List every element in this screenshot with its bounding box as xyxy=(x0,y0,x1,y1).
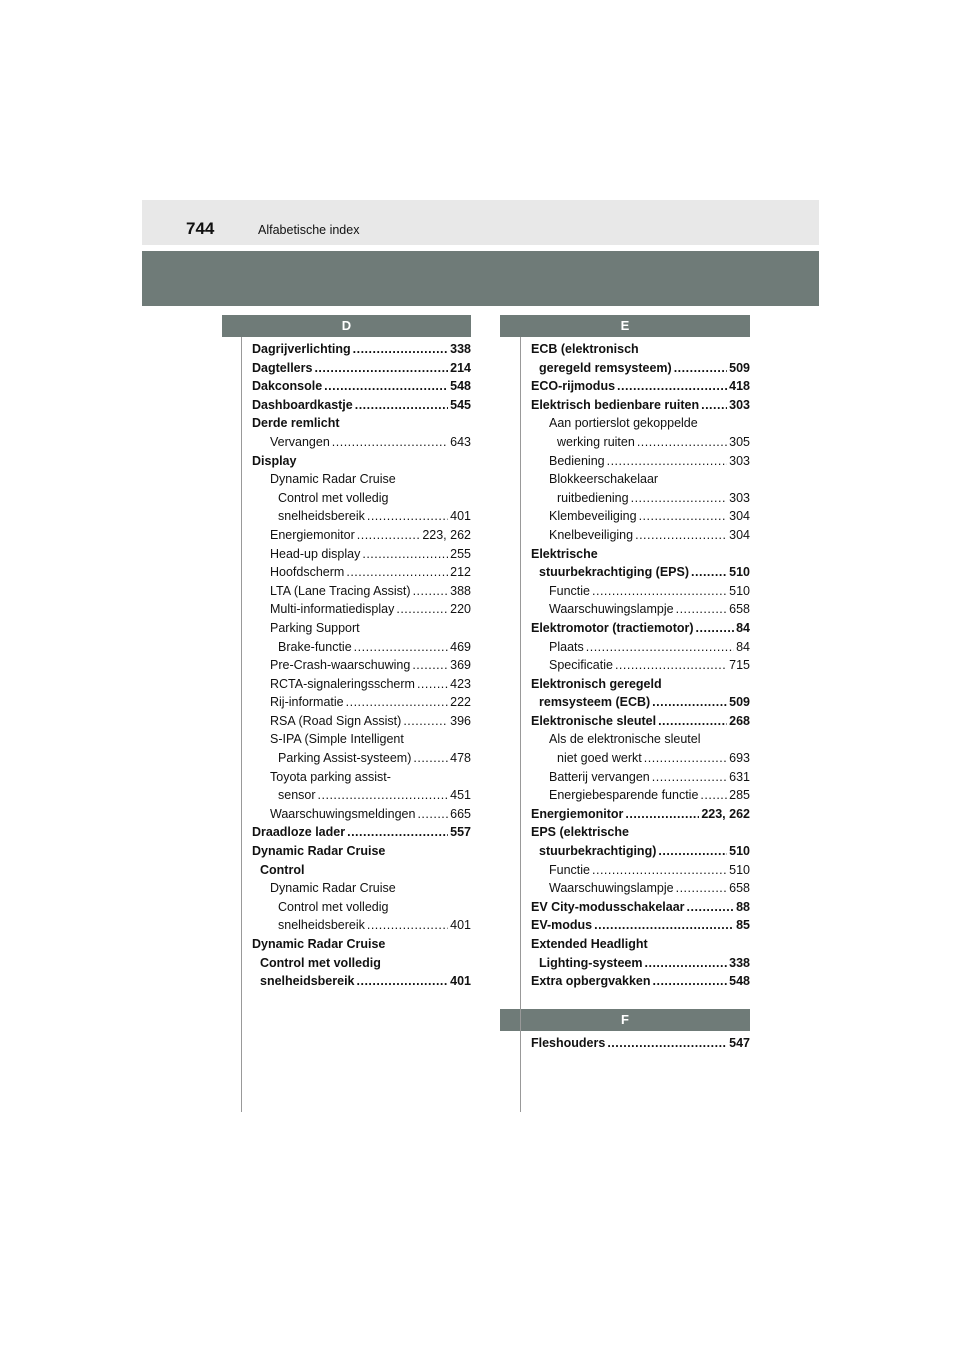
index-entry xyxy=(531,507,750,526)
entry-term: Elektronisch geregeld xyxy=(531,676,662,691)
entry-page-ref[interactable]: 338 xyxy=(729,955,750,970)
index-column-f xyxy=(531,1034,750,1053)
entry-page-ref[interactable]: 693 xyxy=(729,751,750,766)
entry-term: ruitbediening xyxy=(557,490,629,505)
index-entry xyxy=(531,823,750,842)
entry-page-ref[interactable]: 418 xyxy=(729,379,750,394)
entry-page-ref[interactable]: 304 xyxy=(729,509,750,524)
index-entry xyxy=(252,954,471,973)
entry-page-ref[interactable]: 85 xyxy=(736,918,750,933)
entry-page-ref[interactable]: 401 xyxy=(450,918,471,933)
entry-term: remsysteem (ECB) xyxy=(539,695,651,710)
entry-page-ref[interactable]: 268 xyxy=(729,713,750,728)
dot-leader xyxy=(644,749,727,768)
column-rule-right xyxy=(520,337,521,1112)
index-entry xyxy=(531,600,750,619)
page-number: 744 xyxy=(186,219,215,238)
entry-term: Elektronische sleutel xyxy=(531,713,657,728)
dot-leader xyxy=(645,954,728,973)
entry-term: Hoofdscherm xyxy=(270,565,345,580)
dot-leader xyxy=(347,823,448,842)
entry-term: Aan portierslot gekoppelde xyxy=(549,416,698,431)
entry-page-ref[interactable]: 285 xyxy=(729,788,750,803)
dot-leader xyxy=(594,916,734,935)
index-entry xyxy=(531,489,750,508)
entry-term: S-IPA (Simple Intelligent xyxy=(270,732,404,747)
letter-header-e: E xyxy=(500,315,750,337)
column-rule-left xyxy=(241,337,242,1112)
entry-term: Control met volledig xyxy=(260,955,381,970)
letter-header-d: D xyxy=(222,315,471,337)
dot-leader xyxy=(696,619,735,638)
entry-term: snelheidsbereik xyxy=(278,918,365,933)
dot-leader xyxy=(417,805,448,824)
dot-leader xyxy=(403,712,448,731)
entry-page-ref[interactable]: 451 xyxy=(450,788,471,803)
index-entry xyxy=(252,935,471,954)
index-entry xyxy=(252,526,471,545)
dot-leader xyxy=(637,433,727,452)
index-entry xyxy=(531,545,750,564)
dot-leader xyxy=(592,582,727,601)
index-entry xyxy=(252,470,471,489)
index-entry xyxy=(531,619,750,638)
dot-leader xyxy=(701,396,727,415)
index-entry xyxy=(252,600,471,619)
entry-term: Elektromotor (tractiemotor) xyxy=(531,620,694,635)
index-entry xyxy=(531,861,750,880)
entry-page-ref[interactable]: 509 xyxy=(729,360,750,375)
dot-leader xyxy=(615,656,727,675)
index-entry xyxy=(252,712,471,731)
entry-term: Als de elektronische sleutel xyxy=(549,732,701,747)
index-entry xyxy=(531,414,750,433)
entry-term: Dagtellers xyxy=(252,360,313,375)
index-entry xyxy=(531,879,750,898)
entry-term: Blokkeerschakelaar xyxy=(549,472,659,487)
entry-page-ref[interactable]: 214 xyxy=(450,360,471,375)
entry-term: Knelbeveiliging xyxy=(549,527,634,542)
entry-page-ref[interactable]: 510 xyxy=(729,862,750,877)
index-entry xyxy=(252,879,471,898)
entry-term: Lighting-systeem xyxy=(539,955,643,970)
index-entry xyxy=(531,693,750,712)
entry-page-ref[interactable]: 304 xyxy=(729,527,750,542)
entry-term: niet goed werkt xyxy=(557,751,642,766)
entry-term: Control met volledig xyxy=(278,899,389,914)
index-entry xyxy=(531,972,750,991)
index-entry xyxy=(531,675,750,694)
entry-page-ref[interactable]: 423 xyxy=(450,676,471,691)
title-band xyxy=(142,251,819,306)
index-entry xyxy=(531,749,750,768)
entry-term: Bediening xyxy=(549,453,605,468)
index-entry xyxy=(252,730,471,749)
index-entry xyxy=(252,507,471,526)
entry-page-ref[interactable]: 509 xyxy=(729,695,750,710)
letter-f-label: F xyxy=(621,1012,629,1027)
entry-term: Functie xyxy=(549,583,590,598)
index-entry xyxy=(252,898,471,917)
entry-term: Dakconsole xyxy=(252,379,323,394)
dot-leader xyxy=(324,377,448,396)
entry-page-ref[interactable]: 545 xyxy=(450,397,471,412)
index-entry xyxy=(531,396,750,415)
entry-page-ref[interactable]: 547 xyxy=(729,1036,750,1050)
entry-page-ref[interactable]: 510 xyxy=(729,844,750,859)
entry-page-ref[interactable]: 658 xyxy=(729,881,750,896)
entry-page-ref[interactable]: 84 xyxy=(736,639,750,654)
entry-page-ref[interactable]: 222 xyxy=(450,695,471,710)
dot-leader xyxy=(625,805,699,824)
index-entry xyxy=(252,396,471,415)
index-entry xyxy=(531,712,750,731)
dot-leader xyxy=(676,879,728,898)
entry-page-ref[interactable]: 631 xyxy=(729,769,750,784)
dot-leader xyxy=(635,526,727,545)
entry-term: Energiemonitor xyxy=(531,806,624,821)
entry-term: Functie xyxy=(549,862,590,877)
entry-page-ref[interactable]: 303 xyxy=(729,453,750,468)
index-entry xyxy=(252,414,471,433)
dot-leader xyxy=(617,377,727,396)
dot-leader xyxy=(658,842,727,861)
entry-term: RCTA-signaleringsscherm xyxy=(270,676,415,691)
entry-page-ref[interactable]: 369 xyxy=(450,658,471,673)
dot-leader xyxy=(592,861,727,880)
entry-term: Fleshouders xyxy=(531,1036,606,1050)
index-entry xyxy=(531,805,750,824)
entry-term: Klembeveiliging xyxy=(549,509,637,524)
index-entry xyxy=(531,898,750,917)
entry-term: Parking Assist-systeem) xyxy=(278,751,412,766)
index-entry xyxy=(252,452,471,471)
index-entry xyxy=(531,954,750,973)
entry-page-ref[interactable]: 658 xyxy=(729,602,750,617)
index-entry xyxy=(252,619,471,638)
entry-term: Energiemonitor xyxy=(270,527,355,542)
entry-term: Waarschuwingslampje xyxy=(549,602,674,617)
entry-page-ref[interactable]: 643 xyxy=(450,434,471,449)
dot-leader xyxy=(346,563,448,582)
index-entry xyxy=(252,823,471,842)
dot-leader xyxy=(332,433,448,452)
dot-leader xyxy=(653,972,728,991)
index-entry xyxy=(531,433,750,452)
entry-term: Dashboardkastje xyxy=(252,397,353,412)
entry-term: ECO-rijmodus xyxy=(531,379,616,394)
index-entry xyxy=(531,935,750,954)
entry-page-ref[interactable]: 715 xyxy=(729,658,750,673)
entry-term: Waarschuwingsmeldingen xyxy=(270,806,416,821)
dot-leader xyxy=(357,972,449,991)
entry-page-ref[interactable]: 388 xyxy=(450,583,471,598)
entry-term: Dynamic Radar Cruise xyxy=(252,844,386,859)
entry-page-ref[interactable]: 510 xyxy=(729,565,750,580)
entry-term: Head-up display xyxy=(270,546,361,561)
entry-term: Elektrisch bedienbare ruiten xyxy=(531,397,700,412)
dot-leader xyxy=(413,582,449,601)
entry-page-ref[interactable]: 510 xyxy=(729,583,750,598)
entry-term: ECB (elektronisch xyxy=(531,342,639,356)
dot-leader xyxy=(607,452,728,471)
dot-leader xyxy=(700,786,727,805)
entry-term: Elektrische xyxy=(531,546,598,561)
dot-leader xyxy=(687,898,735,917)
dot-leader xyxy=(639,507,728,526)
index-entry xyxy=(252,675,471,694)
entry-page-ref[interactable]: 223, 262 xyxy=(701,806,750,821)
entry-page-ref[interactable]: 548 xyxy=(729,974,750,989)
entry-page-ref[interactable]: 220 xyxy=(450,602,471,617)
index-entry xyxy=(252,545,471,564)
index-column-e xyxy=(531,340,750,991)
entry-page-ref[interactable]: 255 xyxy=(450,546,471,561)
entry-term: Energiebesparende functie xyxy=(549,788,699,803)
entry-term: Parking Support xyxy=(270,620,360,635)
dot-leader xyxy=(362,545,448,564)
index-entry xyxy=(252,638,471,657)
dot-leader xyxy=(367,507,448,526)
entry-term: snelheidsbereik xyxy=(278,509,365,524)
index-entry xyxy=(531,638,750,657)
dot-leader xyxy=(413,749,448,768)
index-entry xyxy=(252,359,471,378)
dot-leader xyxy=(367,916,448,935)
entry-term: Derde remlicht xyxy=(252,416,340,431)
index-entry xyxy=(531,916,750,935)
entry-page-ref[interactable]: 84 xyxy=(736,620,750,635)
index-entry xyxy=(252,489,471,508)
dot-leader xyxy=(417,675,448,694)
entry-term: Dynamic Radar Cruise xyxy=(270,881,396,896)
dot-leader xyxy=(354,638,448,657)
entry-term: EV City-modusschakelaar xyxy=(531,899,685,914)
index-entry xyxy=(252,656,471,675)
index-entry xyxy=(531,377,750,396)
entry-page-ref[interactable]: 548 xyxy=(450,379,471,394)
entry-page-ref[interactable]: 223, 262 xyxy=(422,527,471,542)
index-column-d xyxy=(252,340,471,991)
dot-leader xyxy=(631,489,728,508)
index-entry xyxy=(252,861,471,880)
entry-term: Rij-informatie xyxy=(270,695,344,710)
index-entry xyxy=(531,563,750,582)
index-entry xyxy=(531,842,750,861)
entry-term: Extra opbergvakken xyxy=(531,974,651,989)
index-entry xyxy=(531,730,750,749)
dot-leader xyxy=(318,786,449,805)
entry-term: Plaats xyxy=(549,639,584,654)
entry-term: Dagrijverlichting xyxy=(252,342,351,356)
index-entry xyxy=(531,582,750,601)
entry-term: Specificatie xyxy=(549,658,613,673)
entry-page-ref[interactable]: 305 xyxy=(729,434,750,449)
entry-page-ref[interactable]: 303 xyxy=(729,397,750,412)
dot-leader xyxy=(346,693,449,712)
entry-term: Vervangen xyxy=(270,434,330,449)
entry-page-ref[interactable]: 212 xyxy=(450,565,471,580)
index-entry xyxy=(252,916,471,935)
dot-leader xyxy=(412,656,448,675)
entry-term: Dynamic Radar Cruise xyxy=(252,937,386,951)
entry-term: Control xyxy=(260,862,305,877)
dot-leader xyxy=(314,359,448,378)
dot-leader xyxy=(691,563,727,582)
entry-page-ref[interactable]: 88 xyxy=(736,899,750,914)
dot-leader xyxy=(652,693,727,712)
entry-term: Extended Headlight xyxy=(531,937,648,951)
entry-term: stuurbekrachtiging (EPS) xyxy=(539,565,690,580)
entry-page-ref[interactable]: 469 xyxy=(450,639,471,654)
entry-term: RSA (Road Sign Assist) xyxy=(270,713,402,728)
entry-term: werking ruiten xyxy=(557,434,635,449)
entry-term: Display xyxy=(252,453,297,468)
index-entry xyxy=(531,656,750,675)
index-entry xyxy=(252,693,471,712)
dot-leader xyxy=(353,340,449,359)
dot-leader xyxy=(652,768,727,787)
index-entry xyxy=(252,582,471,601)
index-entry xyxy=(252,768,471,787)
entry-page-ref[interactable]: 303 xyxy=(729,490,750,505)
index-entry xyxy=(252,842,471,861)
dot-leader xyxy=(658,712,727,731)
index-entry xyxy=(531,470,750,489)
index-entry xyxy=(252,749,471,768)
index-entry xyxy=(531,340,750,359)
entry-term: Brake-functie xyxy=(278,639,352,654)
entry-page-ref[interactable]: 557 xyxy=(450,825,471,840)
dot-leader xyxy=(676,600,728,619)
index-entry xyxy=(252,786,471,805)
index-entry xyxy=(531,452,750,471)
entry-term: EPS (elektrische xyxy=(531,825,629,840)
entry-page-ref[interactable]: 401 xyxy=(450,974,471,989)
entry-term: EV-modus xyxy=(531,918,593,933)
dot-leader xyxy=(357,526,421,545)
index-entry xyxy=(252,563,471,582)
index-entry xyxy=(531,1034,750,1053)
entry-page-ref[interactable]: 401 xyxy=(450,509,471,524)
index-entry xyxy=(252,377,471,396)
entry-page-ref[interactable]: 338 xyxy=(450,342,471,356)
entry-term: Toyota parking assist- xyxy=(270,769,391,784)
entry-term: Batterij vervangen xyxy=(549,769,650,784)
entry-term: stuurbekrachtiging) xyxy=(539,844,657,859)
dot-leader xyxy=(586,638,734,657)
index-entry xyxy=(252,805,471,824)
entry-term: Waarschuwingslampje xyxy=(549,881,674,896)
index-entry xyxy=(252,433,471,452)
entry-term: Draadloze lader xyxy=(252,825,346,840)
index-entry xyxy=(531,359,750,378)
entry-term: LTA (Lane Tracing Assist) xyxy=(270,583,411,598)
letter-header-f xyxy=(500,1009,750,1031)
index-entry xyxy=(531,768,750,787)
index-entry xyxy=(252,340,471,359)
entry-term: geregeld remsysteem) xyxy=(539,360,672,375)
entry-page-ref[interactable]: 396 xyxy=(450,713,471,728)
dot-leader xyxy=(674,359,727,378)
index-entry xyxy=(531,786,750,805)
index-entry xyxy=(531,526,750,545)
entry-term: Dynamic Radar Cruise xyxy=(270,472,396,487)
dot-leader xyxy=(396,600,448,619)
header-band xyxy=(142,200,819,245)
entry-term: Multi-informatiedisplay xyxy=(270,602,395,617)
dot-leader xyxy=(607,1034,727,1053)
index-entry xyxy=(252,972,471,991)
entry-term: Pre-Crash-waarschuwing xyxy=(270,658,411,673)
entry-term: Control met volledig xyxy=(278,490,389,505)
entry-term: snelheidsbereik xyxy=(260,974,355,989)
dot-leader xyxy=(355,396,448,415)
entry-page-ref[interactable]: 665 xyxy=(450,806,471,821)
entry-term: sensor xyxy=(278,788,316,803)
entry-page-ref[interactable]: 478 xyxy=(450,751,471,766)
section-title: Alfabetische index xyxy=(258,223,360,237)
